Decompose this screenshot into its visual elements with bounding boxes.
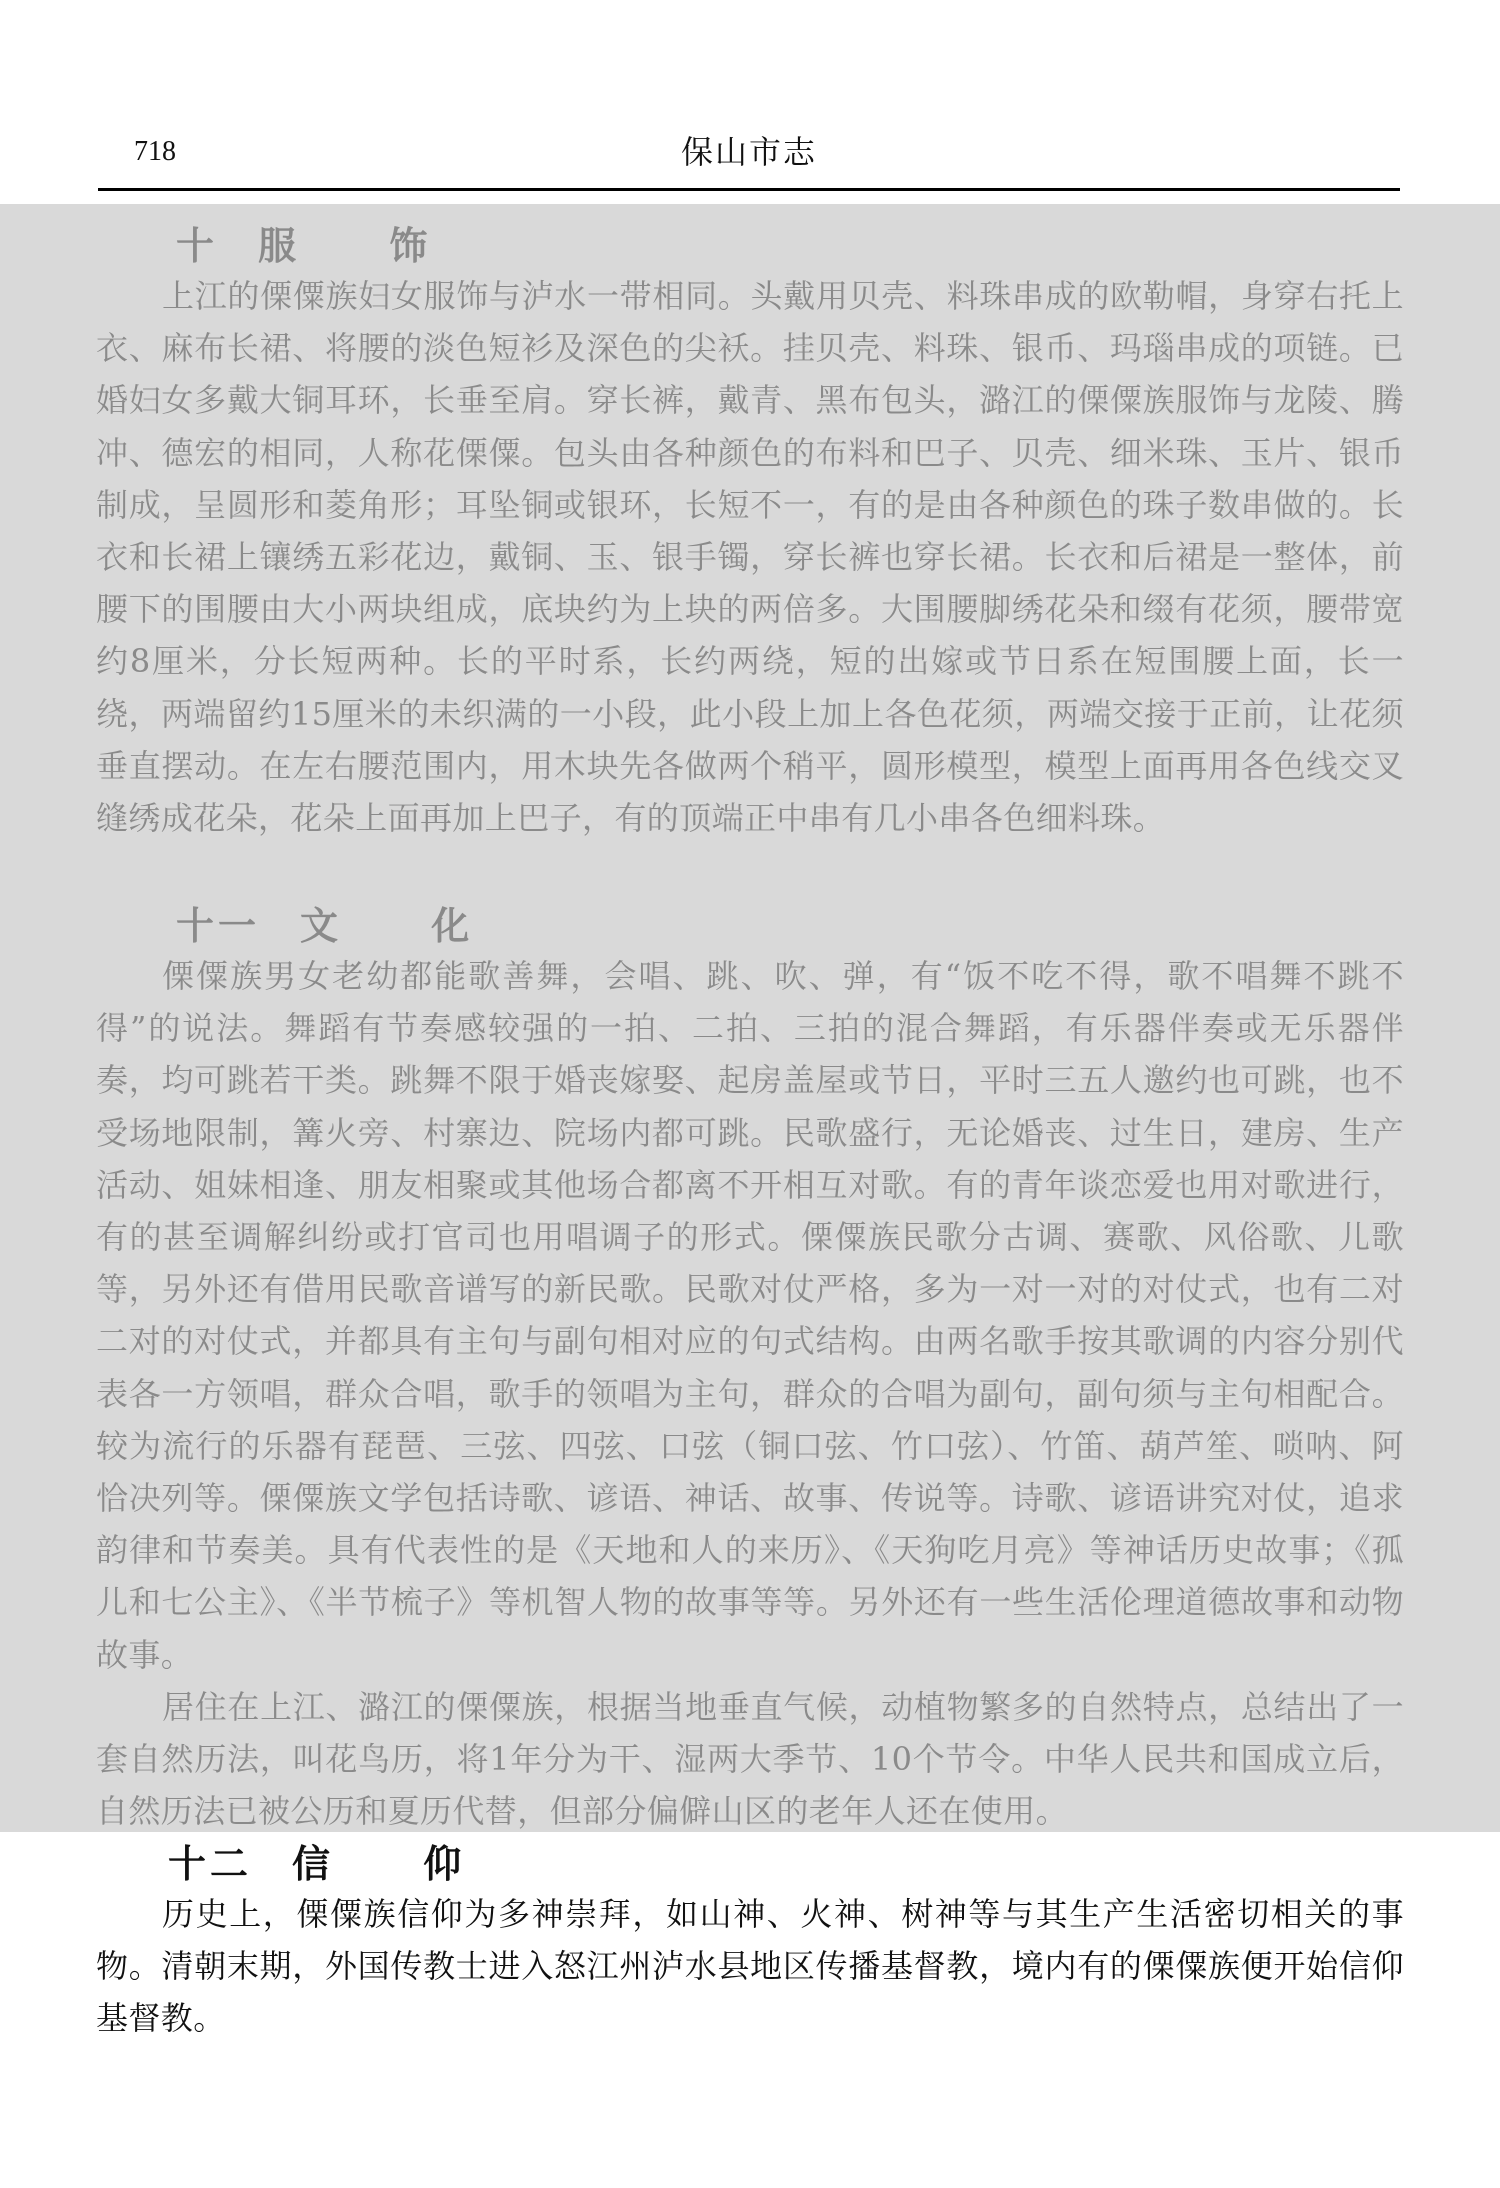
page-number: 718: [134, 136, 176, 167]
header-rule: [98, 188, 1400, 191]
section-heading: [96, 1840, 1404, 1888]
book-title: 保山市志: [680, 133, 817, 171]
section-culture: [96, 902, 1404, 1837]
section-belief: [96, 1840, 1404, 2045]
paragraph: 历史上，傈僳族信仰为多神崇拜，如山神、火神、树神等与其生产生活密切相关的事物。清朝末期，外国传教士进入怒江州泸水县地区传播基督教，境内有的傈僳族便开始信仰基督教。: [96, 1895, 1404, 2038]
section-number: 十二: [168, 1842, 253, 1886]
paragraph: 傈僳族男女老幼都能歌善舞，会唱、跳、吹、弹，有“饭不吃不得，歌不唱舞不跳不得”的说法。舞蹈有节奏感较强的一拍、二拍、三拍的混合舞蹈，有乐器伴奏或无乐器伴奏，均可跳若干类。跳舞不限于婚丧嫁娶、起房盖屋或节日，平时三五人邀约也可跳，也不受场地限制，篝火旁、村寨边、院场内都可跳。民歌盛行，无论婚丧、过生日，建房、生产活动、姐妹相逢、朋友相聚或其他场合都离不开相互对歌。有的青年谈恋爱也用对歌进行，有的甚至调解纠纷或打官司也用唱调子的形式。傈僳族民歌分古调、赛歌、风俗歌、儿歌等，另外还有借用民歌音谱写的新民歌。民歌对仗严格，多为一对一对的对仗式，也有二对二对的对仗式，并都具有主句与副句相对应的句式结构。由两名歌手按其歌调的内容分别代表各一方领唱，群众合唱，歌手的领唱为主句，群众的合唱为副句，副句须与主句相配合。较为流行的乐器有琵琶、三弦、四弦、口弦（铜口弦、竹口弦）、竹笛、葫芦笙、唢呐、阿恰决列等。傈僳族文学包括诗歌、谚语、神话、故事、传说等。诗歌、谚语讲究对仗，追求韵律和节奏美。具有代表性的是《天地和人的来历》、《天狗吃月亮》等神话历史故事；《孤儿和七公主》、《半节梳子》等机智人物的故事等等。另外还有一些生活伦理道德故事和动物故事。: [96, 957, 1404, 1674]
section-title: 信 仰: [292, 1842, 502, 1886]
section-title: 文 化: [300, 904, 510, 948]
section-number: 十: [176, 224, 219, 268]
paragraph: 上江的傈僳族妇女服饰与泸水一带相同。头戴用贝壳、料珠串成的欧勒帽，身穿右托上衣、麻布长裙、将腰的淡色短衫及深色的尖袄。挂贝壳、料珠、银币、玛瑙串成的项链。已婚妇女多戴大铜耳环，长垂至肩。穿长裤，戴青、黑布包头，潞江的傈僳族服饰与龙陵、腾冲、德宏的相同，人称花傈僳。包头由各种颜色的布料和巴子、贝壳、细米珠、玉片、银币制成，呈圆形和菱角形；耳坠铜或银环，长短不一，有的是由各种颜色的珠子数串做的。长衣和长裙上镶绣五彩花边，戴铜、玉、银手镯，穿长裤也穿长裙。长衣和后裙是一整体，前腰下的围腰由大小两块组成，底块约为上块的两倍多。大围腰脚绣花朵和缀有花须，腰带宽约8厘米，分长短两种。长的平时系，长约两绕，短的出嫁或节日系在短围腰上面，长一绕，两端留约15厘米的未织满的一小段，此小段上加上各色花须，两端交接于正前，让花须垂直摆动。在左右腰范围内，用木块先各做两个稍平，圆形模型，模型上面再用各色线交叉缝绣成花朵，花朵上面再加上巴子，有的顶端正中串有几小串各色细料珠。: [96, 277, 1404, 838]
section-clothing: [96, 222, 1404, 844]
section-title: 服 饰: [258, 224, 468, 268]
section-heading: [96, 902, 1404, 950]
page-header: [98, 132, 1400, 188]
section-heading: [96, 222, 1404, 270]
paragraph: 居住在上江、潞江的傈僳族，根据当地垂直气候，动植物繁多的自然特点，总结出了一套自然历法，叫花鸟历，将1年分为干、湿两大季节、10个节令。中华人民共和国成立后，自然历法已被公历和夏历代替，但部分偏僻山区的老年人还在使用。: [96, 1687, 1404, 1831]
section-number: 十一: [176, 904, 261, 948]
